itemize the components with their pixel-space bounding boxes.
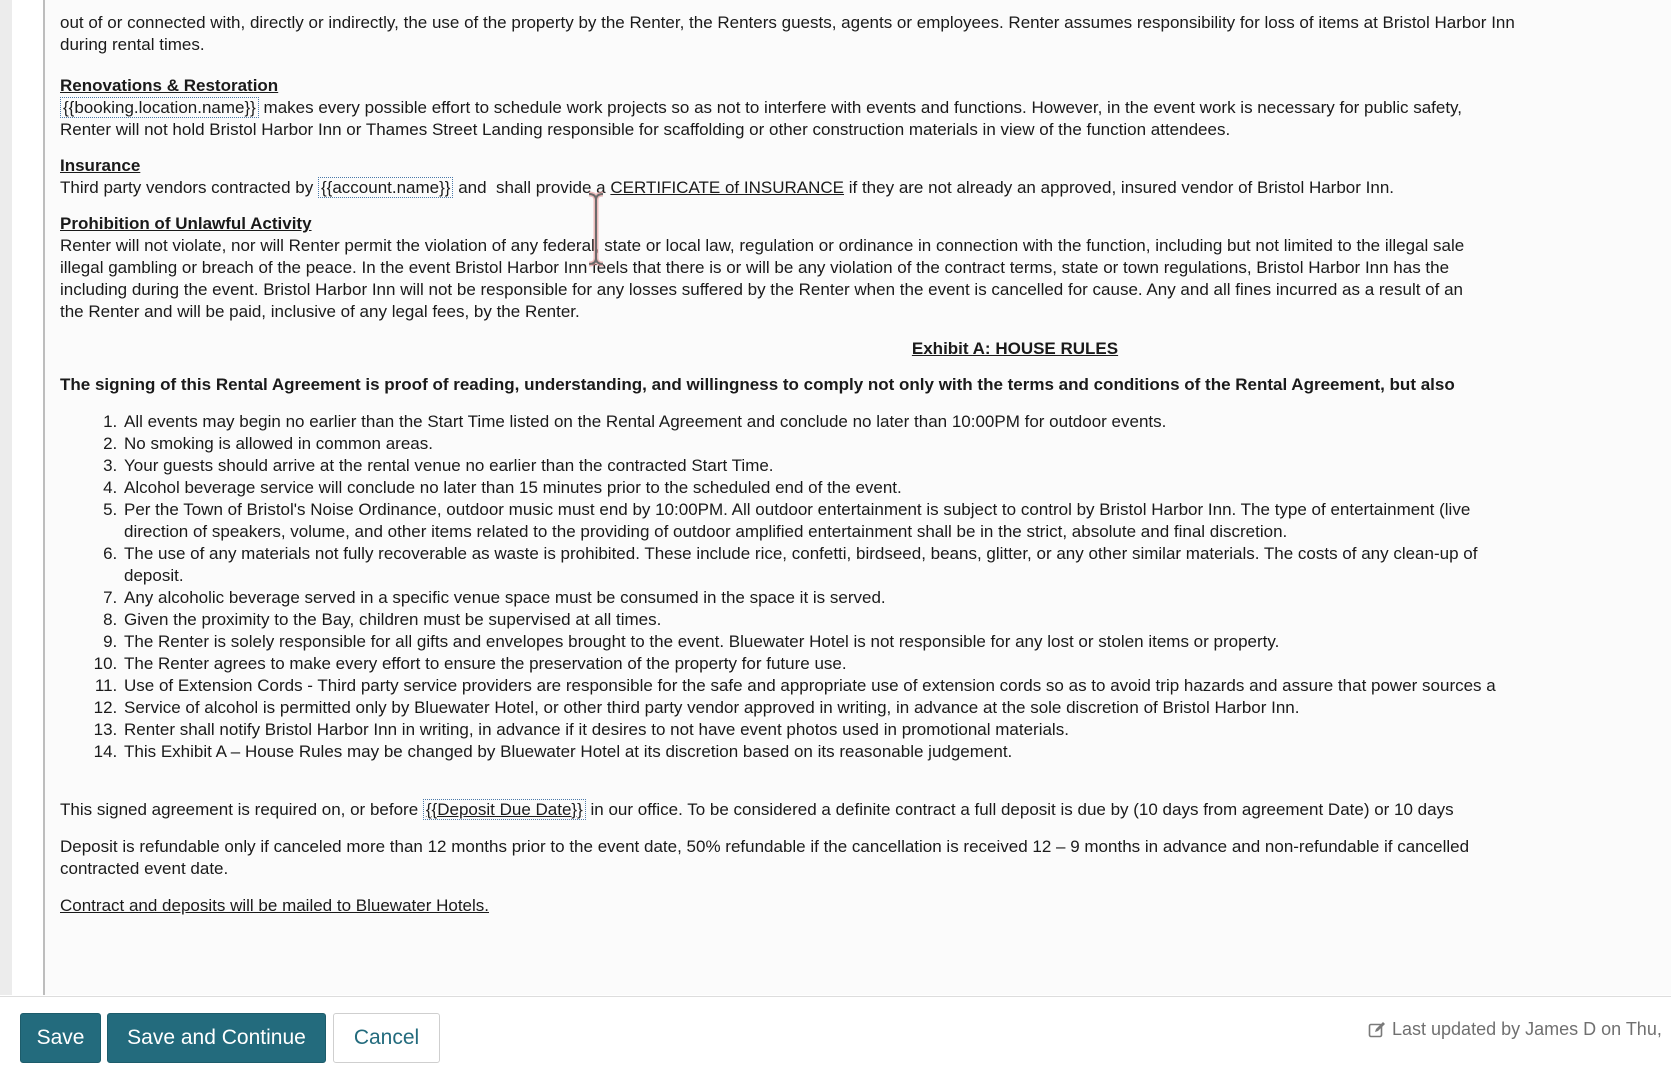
house-rule: 13. Renter shall notify Bristol Harbor Inn in writing, in advance if it desires to not have event photos used in promotional materials. (122, 719, 1671, 741)
renovations-text: makes every possible effort to schedule work projects so as not to interfere with events and functions. However, in the event work is necessary for public safety, (258, 98, 1463, 117)
house-rule-text: The use of any materials not fully recoverable as waste is prohibited. These include rice, confetti, birdseed, beans, glitter, or any other similar materials. The costs of any clean-up of (124, 544, 1478, 563)
house-rule: 3. Your guests should arrive at the rental venue no earlier than the contracted Start Time. (122, 455, 1671, 477)
house-rules-list (60, 411, 1671, 763)
house-rule: 11. Use of Extension Cords - Third party service providers are responsible for the safe and appropriate use of extension cords so as to avoid trip hazards and assure that power sources a (122, 675, 1671, 697)
house-rule-text: Per the Town of Bristol's Noise Ordinance, outdoor music must end by 10:00PM. All outdoor entertainment is subject to control by Bristol Harbor Inn. The type of entertainment (live (124, 500, 1471, 519)
cancel-button[interactable]: Cancel (333, 1013, 440, 1063)
insurance-text: Third party vendors contracted by (60, 178, 318, 197)
house-rule: 1. All events may begin no earlier than the Start Time listed on the Rental Agreement and conclude no later than 10:00PM for outdoor events. (122, 411, 1671, 433)
insurance-text: if they are not already an approved, insured vendor of Bristol Harbor Inn. (844, 178, 1394, 197)
renovations-line (60, 97, 1671, 119)
save-and-continue-button[interactable]: Save and Continue (107, 1013, 326, 1063)
insurance-line (60, 177, 1671, 199)
placeholder-deposit-due-date[interactable]: {{Deposit Due Date}} (423, 799, 586, 820)
house-rule: 12. Service of alcohol is permitted only by Bluewater Hotel, or other third party vendor approved in writing, in advance at the sole discretion of Bristol Harbor Inn. (122, 697, 1671, 719)
house-rule-text: deposit. (124, 566, 184, 585)
section-title-prohibition: Prohibition of Unlawful Activity (60, 214, 312, 233)
prohibition-line: Renter will not violate, nor will Renter permit the violation of any federal, state or local law, regulation or ordinance in connection with the function, including but not limited to the illegal sale (60, 236, 1465, 255)
prohibition-line: including during the event. Bristol Harbor Inn will not be responsible for any losses suffered by the Renter when the event is cancelled for cause. Any and all fines incurred as a result of an (60, 280, 1463, 299)
signed-text: This signed agreement is required on, or before (60, 800, 423, 819)
deposit-line: Deposit is refundable only if canceled more than 12 months prior to the event date, 50% refundable if the cancellation is received 12 – 9 months in advance and non-refundable if cancelled (60, 837, 1470, 856)
house-rule: 4. Alcohol beverage service will conclude no later than 15 minutes prior to the scheduled end of the event. (122, 477, 1671, 499)
house-rule (122, 543, 1671, 587)
prohibition-line: the Renter and will be paid, inclusive of any legal fees, by the Renter. (60, 302, 580, 321)
house-rule-text: direction of speakers, volume, and other items related to the providing of outdoor amplified entertainment shall be in the strict, absolute and final discretion. (124, 522, 1288, 541)
last-updated-text: Last updated by James D on Thu, (1392, 1019, 1662, 1039)
form-footer (0, 996, 1671, 1081)
placeholder-account-name[interactable]: {{account.name}} (318, 177, 454, 198)
prohibition-line: illegal gambling or breach of the peace. In the event Bristol Harbor Inn feels that there is or will be any violation of the contract terms, state or town regulations, Bristol Harbor Inn has the (60, 258, 1450, 277)
intro-line: out of or connected with, directly or indirectly, the use of the property by the Renter, the Renters guests, agents or employees. Renter assumes responsibility for loss of items at Bristol Harbor Inn (60, 13, 1515, 32)
certificate-of-insurance-link[interactable]: CERTIFICATE of INSURANCE (610, 178, 845, 197)
edit-icon (1368, 1021, 1386, 1039)
house-rule (122, 499, 1671, 543)
house-rule: 14. This Exhibit A – House Rules may be changed by Bluewater Hotel at its discretion based on its reasonable judgement. (122, 741, 1671, 763)
deposit-line: contracted event date. (60, 859, 229, 878)
house-rule: 7. Any alcoholic beverage served in a specific venue space must be consumed in the space it is served. (122, 587, 1671, 609)
section-title-renovations: Renovations & Restoration (60, 76, 279, 95)
exhibit-a-heading: Exhibit A: HOUSE RULES (911, 339, 1119, 358)
signed-agreement-line (60, 799, 1671, 821)
mailed-notice: Contract and deposits will be mailed to Bluewater Hotels. (60, 896, 489, 915)
save-button[interactable]: Save (20, 1013, 101, 1063)
signed-text: in our office. To be considered a definite contract a full deposit is due by (10 days from agreement Date) or 10 days (585, 800, 1454, 819)
section-title-insurance: Insurance (60, 156, 141, 175)
signing-statement: The signing of this Rental Agreement is proof of reading, understanding, and willingness to comply not only with the terms and conditions of the Rental Agreement, but also (60, 375, 1455, 394)
house-rule: 9. The Renter is solely responsible for all gifts and envelopes brought to the event. Bluewater Hotel is not responsible for any lost or stolen items or property. (122, 631, 1671, 653)
renovations-line: Renter will not hold Bristol Harbor Inn or Thames Street Landing responsible for scaffolding or other construction materials in view of the function attendees. (60, 120, 1231, 139)
left-gutter (0, 0, 12, 995)
document-editor[interactable] (45, 0, 1671, 995)
last-updated-info (1368, 1019, 1662, 1040)
placeholder-booking-location-name[interactable]: {{booking.location.name}} (60, 97, 259, 118)
house-rule: 8. Given the proximity to the Bay, children must be supervised at all times. (122, 609, 1671, 631)
house-rule: 10. The Renter agrees to make every effort to ensure the preservation of the property for future use. (122, 653, 1671, 675)
document-content[interactable] (60, 0, 1671, 917)
text-cursor-icon (583, 190, 609, 268)
house-rule: 2. No smoking is allowed in common areas. (122, 433, 1671, 455)
insurance-text: and shall provide a (453, 178, 611, 197)
intro-line: during rental times. (60, 35, 205, 54)
